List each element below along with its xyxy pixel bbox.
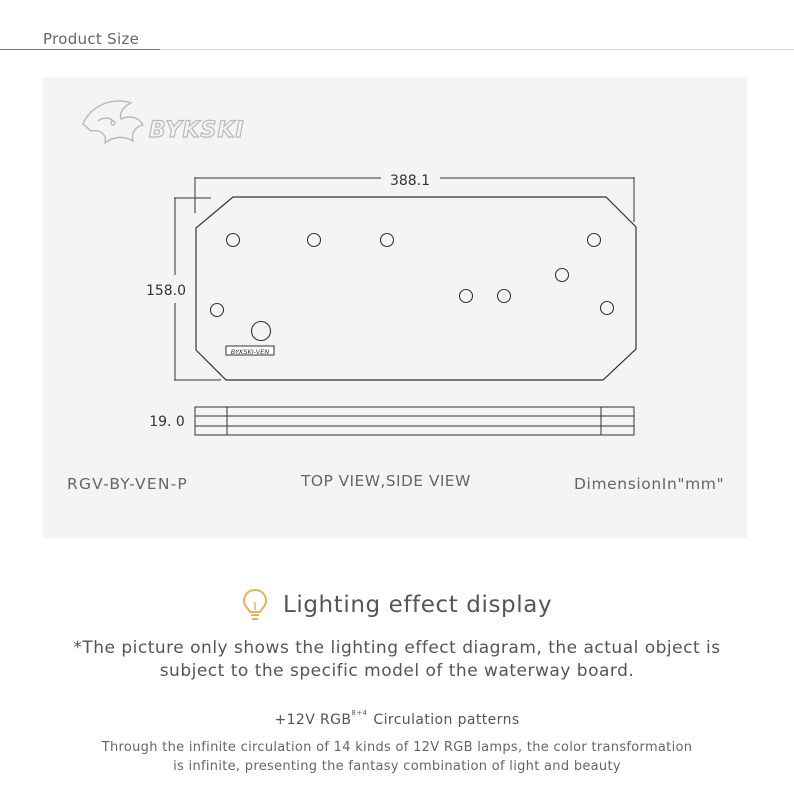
width-dimension-label: 388.1 bbox=[389, 173, 431, 189]
description-line: is infinite, presenting the fantasy combination of light and beauty bbox=[173, 759, 621, 774]
mounting-hole bbox=[308, 234, 321, 247]
lighting-description bbox=[30, 738, 764, 776]
mounting-hole bbox=[227, 234, 240, 247]
lighting-heading bbox=[0, 588, 794, 622]
mounting-hole bbox=[588, 234, 601, 247]
bykski-logo bbox=[83, 101, 245, 143]
lighting-notice bbox=[20, 637, 774, 683]
rgb-sup: 8+4 bbox=[351, 709, 368, 717]
section-divider bbox=[160, 49, 794, 50]
dimension-drawing bbox=[43, 77, 747, 538]
model-number: RGV-BY-VEN-P bbox=[67, 475, 188, 493]
mounting-hole bbox=[601, 302, 614, 315]
view-caption: TOP VIEW,SIDE VIEW bbox=[301, 472, 471, 490]
port-hole bbox=[498, 290, 511, 303]
logo-wordmark: BYKSKI bbox=[149, 118, 245, 143]
port-hole bbox=[460, 290, 473, 303]
rgb-prefix: +12V RGB bbox=[274, 712, 352, 728]
thickness-dimension-label: 19. 0 bbox=[149, 414, 185, 430]
section-title: Product Size bbox=[43, 30, 140, 48]
plate-mark: BYKSKI-VEN bbox=[230, 348, 270, 356]
rgb-suffix: Circulation patterns bbox=[373, 712, 520, 728]
side-view bbox=[195, 407, 634, 435]
mounting-hole bbox=[211, 304, 224, 317]
mounting-hole bbox=[381, 234, 394, 247]
product-size-panel bbox=[43, 77, 747, 538]
height-dimension-label: 158.0 bbox=[145, 283, 187, 299]
unit-note: DimensionIn"mm" bbox=[574, 475, 725, 493]
rgb-spec bbox=[0, 709, 794, 728]
section-divider-accent bbox=[0, 49, 160, 50]
notice-line: *The picture only shows the lighting effect diagram, the actual object is bbox=[73, 638, 721, 658]
lighting-title: Lighting effect display bbox=[282, 592, 553, 618]
led-port-hole bbox=[252, 322, 271, 341]
notice-line: subject to the specific model of the waterway board. bbox=[159, 661, 635, 681]
lightbulb-icon bbox=[242, 588, 268, 622]
description-line: Through the infinite circulation of 14 kinds of 12V RGB lamps, the color transformation bbox=[101, 740, 693, 755]
mounting-hole bbox=[556, 269, 569, 282]
